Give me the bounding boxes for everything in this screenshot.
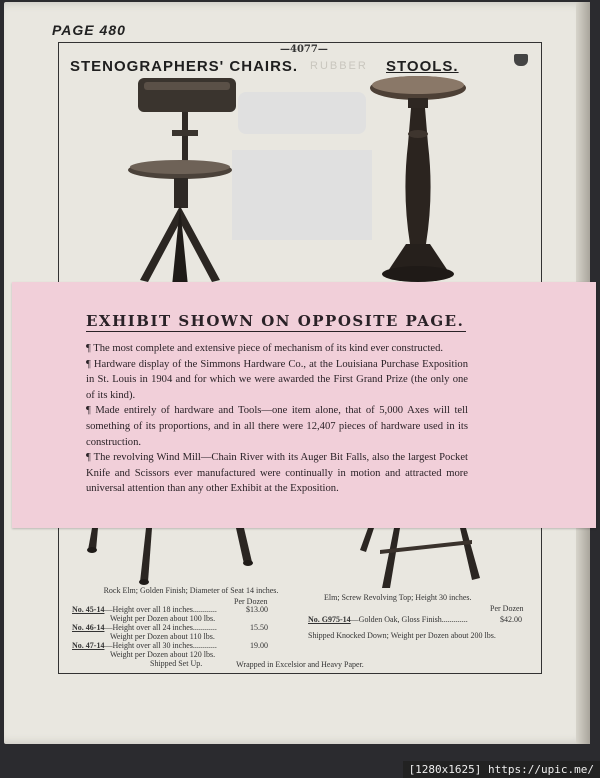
bleed-through-heading: RUBBER: [310, 60, 368, 72]
chair-item-price: 15.50: [250, 623, 268, 632]
chair-item-weight: Weight per Dozen about 100 lbs.: [110, 614, 216, 623]
chair-item-row: No. 46-14—Height over all 24 inches............: [72, 623, 217, 632]
chair-item-price: 19.00: [250, 641, 268, 650]
exhibit-body: [86, 341, 468, 497]
stool-item-row: No. G975-14—Golden Oak, Gloss Finish.............: [308, 615, 468, 624]
chair-item-price: $13.00: [246, 605, 268, 614]
emblem-icon: [514, 54, 528, 66]
chair-item-weight: Weight per Dozen about 110 lbs.: [110, 632, 215, 641]
exhibit-paragraph: ¶ The revolving Wind Mill—Chain River with its Auger Bit Falls, also the largest Pocket Knife and Scissors ever manufactured were continually in motion and attracted more universal attention than any other Exhibit at the Exposition.: [86, 452, 468, 495]
stool-price-header: Per Dozen: [490, 604, 524, 613]
stools-heading: STOOLS.: [386, 58, 459, 75]
stool-description: Elm; Screw Revolving Top; Height 30 inches.: [324, 593, 472, 602]
stool-shipping-note: Shipped Knocked Down; Weight per Dozen about 200 lbs.: [308, 631, 496, 640]
stool-illustration: [366, 74, 476, 286]
exhibit-paragraph: ¶ Made entirely of hardware and Tools—one item alone, that of 5,000 Axes will tell something of its proportions, and in all there were 12,407 pieces of hardware used in its construction.: [86, 405, 468, 448]
chair-description: Rock Elm; Golden Finish; Diameter of Seat 14 inches.: [103, 586, 279, 595]
stool-legs-illustration: [356, 528, 486, 590]
bleed-through-image: [232, 150, 372, 240]
exhibit-paragraph: ¶ Hardware display of the Simmons Hardware Co., at the Louisiana Purchase Exposition in St. Louis in 1904 and for which we were awarded the First Grand Prize (the only one of its kind).: [86, 358, 468, 401]
chairs-heading: STENOGRAPHERS' CHAIRS.: [70, 58, 299, 75]
exhibit-title: EXHIBIT SHOWN ON OPPOSITE PAGE.: [86, 312, 465, 330]
page-number: PAGE 480: [52, 22, 126, 38]
chair-legs-illustration: [84, 528, 264, 588]
chair-price-header: Per Dozen: [234, 597, 268, 606]
exhibit-paragraph: ¶ The most complete and extensive piece of mechanism of its kind ever constructed.: [86, 343, 444, 354]
source-watermark: [1280x1625] https://upic.me/: [403, 761, 600, 778]
catalog-number: — 4077 —: [280, 44, 328, 55]
title-underline: [86, 331, 466, 332]
chair-item-row: No. 47-14—Height over all 30 inches............: [72, 641, 217, 650]
chair-shipping-note: Shipped Set Up.: [150, 659, 203, 668]
stenographer-chair-illustration: [110, 74, 250, 286]
stool-item-price: $42.00: [500, 615, 522, 624]
chair-item-weight: Weight per Dozen about 120 lbs.: [110, 650, 216, 659]
chair-item-row: No. 45-14—Height over all 18 inches............: [72, 605, 217, 614]
packaging-note: Wrapped in Excelsior and Heavy Paper.: [236, 660, 364, 669]
bleed-through-image: [238, 92, 366, 134]
